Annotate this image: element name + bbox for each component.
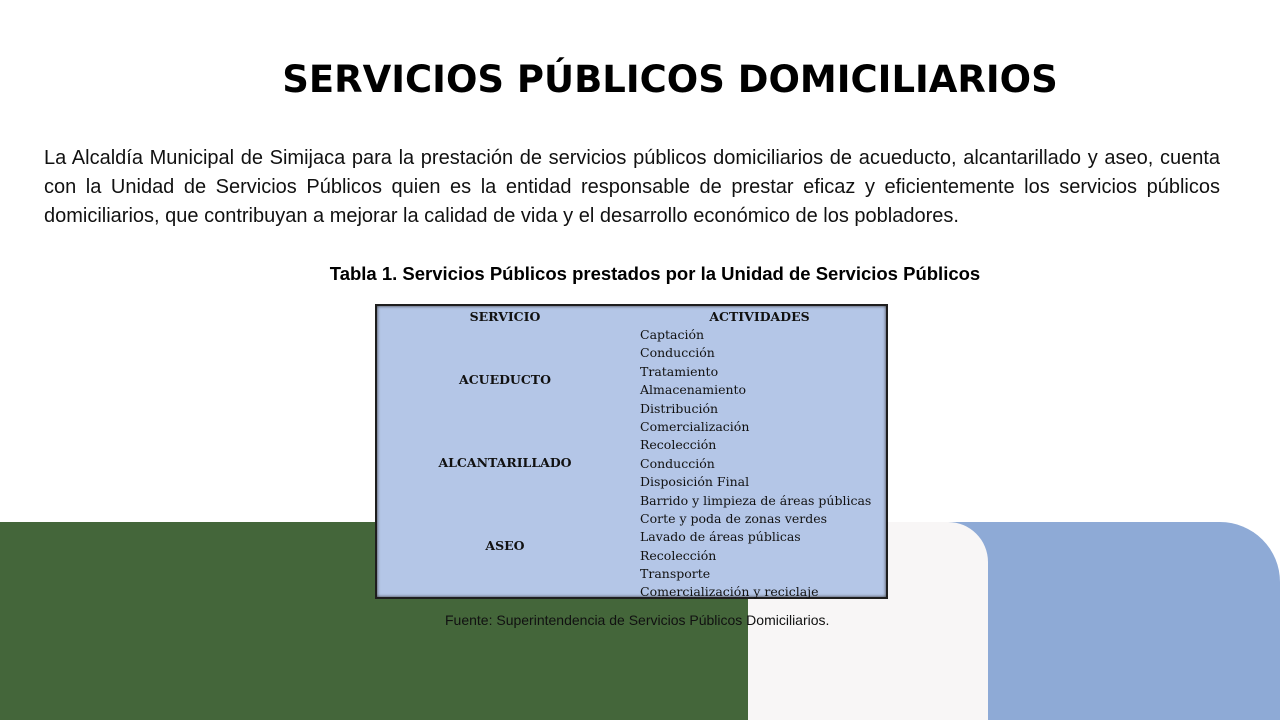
activity-item: Disposición Final [640,474,750,490]
header-activities: ACTIVIDADES [709,309,810,324]
service-aseo: ASEO [485,538,525,553]
activity-item: Tratamiento [640,363,719,379]
background-blue-block [940,522,1280,720]
activity-item: Distribución [640,400,719,416]
activity-item: Conducción [640,345,715,361]
activity-item: Comercialización [640,418,750,434]
activity-item: Comercialización y reciclaje [640,584,819,600]
header-service: SERVICIO [469,309,541,324]
activity-item: Almacenamiento [640,382,747,398]
activity-item: Transporte [640,566,711,582]
activity-item: Recolección [640,547,717,563]
service-acueducto: ACUEDUCTO [459,372,551,387]
service-alcantarillado: ALCANTARILLADO [438,455,572,470]
activity-item: Recolección [640,437,717,453]
services-table [375,304,888,599]
intro-paragraph: La Alcaldía Municipal de Simijaca para la prestación de servicios públicos domiciliarios de acueducto, alcantarillado y aseo, cuenta con la Unidad de Servicios Públicos quien es la entidad responsable de prestar eficaz y eficientemente los servicios públicos domiciliarios, que contribuyan a mejorar la calidad de vida y el desarrollo económico de los pobladores. [44,147,1220,227]
table-source: Fuente: Superintendencia de Servicios Públicos Domiciliarios. [445,612,830,628]
activity-item: Lavado de áreas públicas [640,529,801,545]
activity-item: Barrido y limpieza de áreas públicas [640,492,872,508]
activities-list [640,326,871,602]
page-title: SERVICIOS PÚBLICOS DOMICILIARIOS [282,58,1058,101]
activity-item: Captación [640,327,705,342]
activity-item: Corte y poda de zonas verdes [640,510,828,526]
activity-item: Conducción [640,455,715,471]
table-caption: Tabla 1. Servicios Públicos prestados por la Unidad de Servicios Públicos [329,263,981,284]
